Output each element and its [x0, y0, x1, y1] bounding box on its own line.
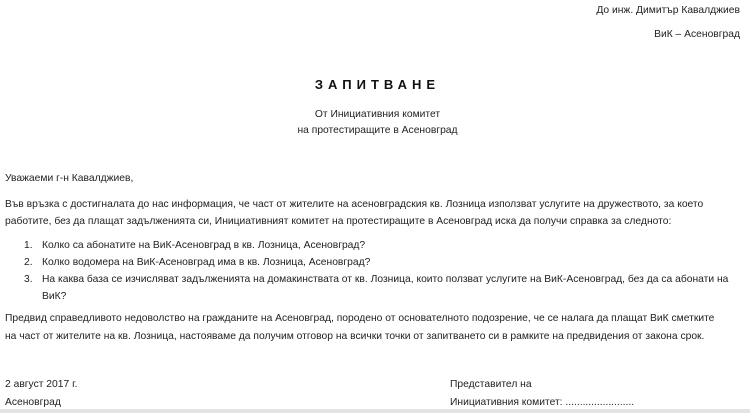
- place: Асеновград: [5, 397, 61, 408]
- intro-line-2: работите, без да плащат задълженията си, Инициативният комитет на протестиращите в Асеновград иска да получи справка за следното:: [5, 216, 672, 227]
- subtitle-line-2: на протестиращите в Асеновград: [297, 125, 458, 136]
- list-text: На каква база се изчисляват задълженията на домакинствата от кв. Лозница, които ползват услугите на ВиК-Асеновград, без да са абонати на: [42, 274, 729, 285]
- list-text-continued: ВиК?: [42, 291, 67, 302]
- list-item: [24, 256, 370, 269]
- signature-line-2: Инициативния комитет: ........................: [450, 397, 635, 408]
- document-title: ЗАПИТВАНЕ: [314, 77, 441, 92]
- recipient-organization: ВиК – Асеновград: [654, 29, 740, 40]
- recipient: До инж. Димитър Кавалджиев: [596, 5, 740, 16]
- subtitle-line-1: От Инициативния комитет: [314, 109, 441, 120]
- closing-line-1: Предвид справедливото недоволство на гражданите на Асеновград, породено от основателното подозрение, че се налага да плащат ВиК сметките: [5, 313, 715, 324]
- list-number: 3.: [24, 274, 33, 285]
- greeting: Уважаеми г-н Кавалджиев,: [5, 173, 134, 184]
- closing-line-2: на част от жителите на кв. Лозница, настояваме да получим отговор на всички точки от запитването си в рамките на предвидения от закона срок.: [5, 331, 705, 342]
- list-text: Колко са абонатите на ВиК-Асеновград в кв. Лозница, Асеновград?: [42, 240, 366, 251]
- list-item: [24, 239, 365, 252]
- date: 2 август 2017 г.: [5, 379, 78, 390]
- list-number: 2.: [24, 257, 33, 268]
- signature-line-1: Представител на: [450, 379, 532, 390]
- bottom-border: [0, 409, 750, 413]
- list-text: Колко водомера на ВиК-Асеновград има в кв. Лозница, Асеновград?: [42, 257, 371, 268]
- list-item: [24, 273, 728, 286]
- intro-line-1: Във връзка с достигналата до нас информация, че част от жителите на асеновградския кв. Лозница използват услугите на дружеството, за което: [5, 199, 704, 210]
- list-number: 1.: [24, 240, 33, 251]
